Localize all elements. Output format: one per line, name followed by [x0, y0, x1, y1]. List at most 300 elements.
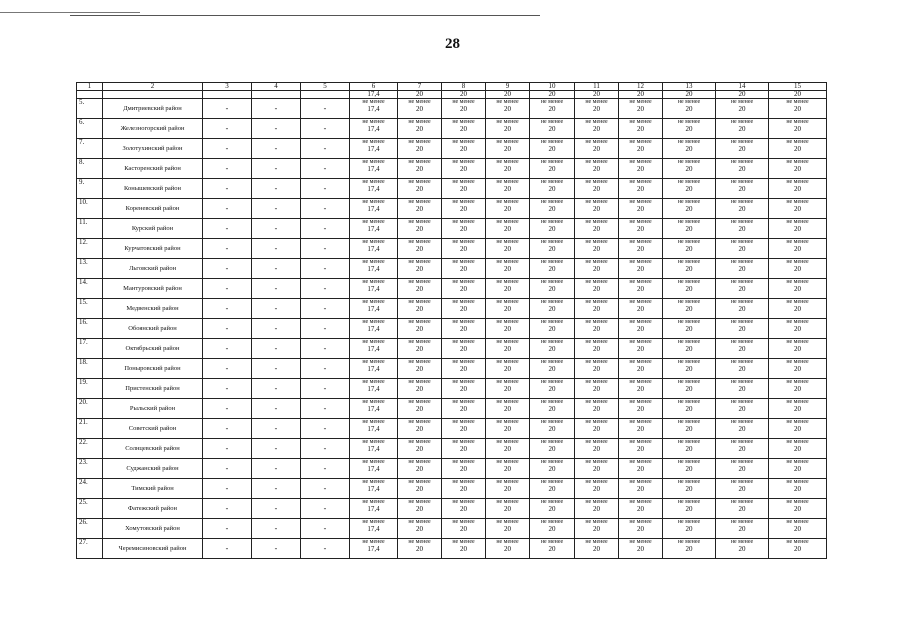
- minimum-value-cell: [350, 259, 398, 279]
- cell-value: 20: [416, 405, 423, 413]
- minimum-value-cell: [716, 319, 769, 339]
- cell-value: 20: [593, 425, 600, 433]
- minimum-value-cell: [769, 99, 827, 119]
- district-name: Октябрьский район: [103, 339, 203, 359]
- cell-value: 20: [738, 325, 746, 333]
- district-name: Советский район: [103, 419, 203, 439]
- dash-cell: -: [203, 419, 252, 439]
- cell-value: 20: [504, 325, 511, 333]
- column-number: 2: [103, 83, 203, 91]
- cell-label: не менее: [786, 319, 809, 325]
- minimum-value-cell: [350, 119, 398, 139]
- cell-label: не менее: [677, 199, 701, 205]
- cell-label: не менее: [452, 479, 475, 485]
- value-cell: [103, 91, 203, 99]
- cell-label: не менее: [540, 419, 564, 425]
- cell-label: не менее: [362, 279, 385, 285]
- minimum-value-cell: [442, 339, 486, 359]
- minimum-value-cell: [442, 239, 486, 259]
- cell-value: 20: [637, 105, 644, 113]
- cell-label: не менее: [677, 239, 701, 245]
- cell-value: 20: [637, 125, 644, 133]
- cell-value: 20: [637, 225, 644, 233]
- cell-value: 17,4: [367, 465, 380, 473]
- minimum-value-cell: [716, 279, 769, 299]
- minimum-value-cell: [398, 459, 442, 479]
- minimum-value-cell: [716, 539, 769, 559]
- row-number: 15.: [77, 299, 103, 319]
- minimum-value-cell: [663, 219, 716, 239]
- value-cell: [203, 91, 252, 99]
- cell-label: не менее: [362, 499, 385, 505]
- cell-label: не менее: [585, 99, 608, 105]
- column-number: 7: [398, 83, 442, 91]
- minimum-value-cell: [575, 219, 619, 239]
- minimum-value-cell: [442, 219, 486, 239]
- cell-value: 20: [416, 265, 423, 273]
- minimum-value-cell: [398, 299, 442, 319]
- cell-value: 20: [637, 525, 644, 533]
- row-number: 16.: [77, 319, 103, 339]
- cell-value: 20: [685, 325, 693, 333]
- minimum-value-cell: [575, 199, 619, 219]
- cell-value: 20: [794, 485, 801, 493]
- value-cell: [252, 91, 301, 99]
- cell-label: не менее: [677, 399, 701, 405]
- minimum-value-cell: [575, 139, 619, 159]
- column-number: 4: [252, 83, 301, 91]
- cell-value: 20: [637, 405, 644, 413]
- cell-label: не менее: [540, 99, 564, 105]
- cell-label: не менее: [408, 119, 431, 125]
- minimum-value-cell: [350, 499, 398, 519]
- cell-value: 20: [460, 105, 467, 113]
- cell-label: не менее: [496, 459, 519, 465]
- cell-label: не менее: [677, 139, 701, 145]
- district-name: Тимский район: [103, 479, 203, 499]
- row-number: 17.: [77, 339, 103, 359]
- row-number: 18.: [77, 359, 103, 379]
- cell-value: 20: [460, 165, 467, 173]
- column-number: 10: [530, 83, 575, 91]
- table-row: [77, 539, 827, 559]
- cell-label: не менее: [452, 539, 475, 545]
- cell-label: не менее: [585, 279, 608, 285]
- dash-cell: -: [203, 299, 252, 319]
- minimum-value-cell: [350, 239, 398, 259]
- minimum-value-cell: [663, 159, 716, 179]
- minimum-value-cell: [769, 179, 827, 199]
- cell-value: 20: [504, 405, 511, 413]
- minimum-value-cell: [442, 419, 486, 439]
- cell-label: не менее: [408, 219, 431, 225]
- minimum-value-cell: [663, 459, 716, 479]
- cell-value: 20: [738, 405, 746, 413]
- minimum-value-cell: [398, 199, 442, 219]
- cell-value: 20: [637, 205, 644, 213]
- cell-value: 20: [548, 485, 556, 493]
- cell-label: не менее: [362, 439, 385, 445]
- dash-cell: -: [252, 519, 301, 539]
- cell-value: 20: [738, 185, 746, 193]
- cell-label: не менее: [730, 479, 754, 485]
- cell-label: не менее: [362, 139, 385, 145]
- cell-value: 20: [504, 105, 511, 113]
- district-name: Обоянский район: [103, 319, 203, 339]
- cell-value: 20: [593, 285, 600, 293]
- minimum-value-cell: [575, 419, 619, 439]
- minimum-value-cell: [663, 539, 716, 559]
- column-number: 1: [77, 83, 103, 91]
- cell-label: не менее: [730, 239, 754, 245]
- minimum-value-cell: [716, 339, 769, 359]
- cell-label: не менее: [585, 379, 608, 385]
- minimum-value-cell: [575, 479, 619, 499]
- dash-cell: -: [252, 359, 301, 379]
- district-name: Конышевский район: [103, 179, 203, 199]
- row-number: 26.: [77, 519, 103, 539]
- cell-value: 20: [593, 545, 600, 553]
- minimum-value-cell: [575, 179, 619, 199]
- cell-value: 20: [738, 545, 746, 553]
- cell-value: 20: [593, 265, 600, 273]
- minimum-value-cell: [398, 479, 442, 499]
- column-number: 13: [663, 83, 716, 91]
- cell-label: не менее: [585, 199, 608, 205]
- minimum-value-cell: [663, 399, 716, 419]
- minimum-value-cell: [398, 339, 442, 359]
- cell-value: 20: [685, 525, 693, 533]
- cell-value: 20: [548, 145, 556, 153]
- minimum-value-cell: [663, 179, 716, 199]
- cell-value: 20: [548, 545, 556, 553]
- cell-label: не менее: [677, 259, 701, 265]
- cell-value: 20: [548, 205, 556, 213]
- cell-label: не менее: [362, 239, 385, 245]
- minimum-value-cell: [350, 539, 398, 559]
- minimum-value-cell: [530, 299, 575, 319]
- cell-label: не менее: [585, 179, 608, 185]
- dash-cell: -: [301, 539, 350, 559]
- minimum-value-cell: [350, 299, 398, 319]
- minimum-value-cell: [619, 279, 663, 299]
- cell-label: не менее: [629, 199, 652, 205]
- cell-label: не менее: [730, 379, 754, 385]
- cell-value: 20: [548, 445, 556, 453]
- minimum-value-cell: [716, 399, 769, 419]
- cell-value: 17,4: [367, 365, 380, 373]
- value-cell: [301, 91, 350, 99]
- district-name: Касторенский район: [103, 159, 203, 179]
- cell-value: 20: [593, 185, 600, 193]
- cell-value: 20: [794, 165, 801, 173]
- district-table: [76, 82, 827, 559]
- cell-value: 20: [416, 445, 423, 453]
- cell-label: не менее: [585, 499, 608, 505]
- cell-label: не менее: [452, 139, 475, 145]
- dash-cell: -: [203, 239, 252, 259]
- cell-value: 20: [504, 305, 511, 313]
- cell-value: 20: [416, 545, 423, 553]
- cell-label: не менее: [408, 159, 431, 165]
- value-cell: 20: [716, 91, 769, 99]
- table-row: [77, 99, 827, 119]
- cell-label: не менее: [496, 519, 519, 525]
- cell-label: не менее: [629, 299, 652, 305]
- cell-value: 20: [416, 205, 423, 213]
- cell-value: 20: [504, 165, 511, 173]
- cell-label: не менее: [629, 259, 652, 265]
- cell-label: не менее: [540, 179, 564, 185]
- cell-label: не менее: [408, 279, 431, 285]
- cell-label: не менее: [540, 359, 564, 365]
- minimum-value-cell: [716, 259, 769, 279]
- cell-value: 20: [593, 405, 600, 413]
- column-number: 14: [716, 83, 769, 91]
- row-number: 12.: [77, 239, 103, 259]
- minimum-value-cell: [769, 139, 827, 159]
- minimum-value-cell: [350, 139, 398, 159]
- cell-label: не менее: [730, 99, 754, 105]
- dash-cell: -: [203, 159, 252, 179]
- cell-value: 20: [685, 265, 693, 273]
- minimum-value-cell: [716, 219, 769, 239]
- minimum-value-cell: [486, 299, 530, 319]
- district-name: Льговский район: [103, 259, 203, 279]
- table-row: [77, 179, 827, 199]
- cell-label: не менее: [677, 479, 701, 485]
- cell-value: 20: [593, 145, 600, 153]
- dash-cell: -: [252, 479, 301, 499]
- dash-cell: -: [252, 419, 301, 439]
- cell-value: 20: [460, 405, 467, 413]
- minimum-value-cell: [716, 359, 769, 379]
- minimum-value-cell: [619, 399, 663, 419]
- cell-label: не менее: [730, 219, 754, 225]
- cell-label: не менее: [452, 239, 475, 245]
- minimum-value-cell: [769, 279, 827, 299]
- minimum-value-cell: [398, 239, 442, 259]
- cell-value: 17,4: [367, 305, 380, 313]
- minimum-value-cell: [486, 379, 530, 399]
- cell-value: 20: [593, 205, 600, 213]
- cell-label: не менее: [496, 99, 519, 105]
- minimum-value-cell: [442, 399, 486, 419]
- cell-value: 20: [416, 225, 423, 233]
- cell-value: 20: [637, 465, 644, 473]
- cell-value: 20: [593, 105, 600, 113]
- cell-label: не менее: [585, 139, 608, 145]
- cell-value: 20: [460, 285, 467, 293]
- minimum-value-cell: [530, 539, 575, 559]
- cell-value: 20: [794, 445, 801, 453]
- cell-value: 20: [637, 245, 644, 253]
- cell-label: не менее: [786, 339, 809, 345]
- cell-label: не менее: [540, 339, 564, 345]
- cell-value: 20: [685, 105, 693, 113]
- cell-value: 20: [416, 365, 423, 373]
- cell-value: 17,4: [367, 265, 380, 273]
- cell-value: 20: [637, 425, 644, 433]
- minimum-value-cell: [716, 139, 769, 159]
- district-name: Золотухинский район: [103, 139, 203, 159]
- value-cell: 20: [575, 91, 619, 99]
- minimum-value-cell: [716, 419, 769, 439]
- minimum-value-cell: [530, 499, 575, 519]
- row-number: 5.: [77, 99, 103, 119]
- cell-value: 20: [794, 345, 801, 353]
- cell-label: не менее: [540, 519, 564, 525]
- dash-cell: -: [301, 439, 350, 459]
- dash-cell: -: [203, 139, 252, 159]
- cell-label: не менее: [730, 419, 754, 425]
- minimum-value-cell: [769, 519, 827, 539]
- cell-label: не менее: [452, 399, 475, 405]
- minimum-value-cell: [575, 359, 619, 379]
- cell-label: не менее: [496, 359, 519, 365]
- dash-cell: -: [301, 199, 350, 219]
- cell-value: 20: [794, 465, 801, 473]
- dash-cell: -: [252, 239, 301, 259]
- cell-label: не менее: [786, 479, 809, 485]
- cell-value: 20: [416, 185, 423, 193]
- cell-label: не менее: [362, 299, 385, 305]
- column-number: 5: [301, 83, 350, 91]
- column-number: 8: [442, 83, 486, 91]
- minimum-value-cell: [769, 459, 827, 479]
- cell-value: 20: [738, 245, 746, 253]
- cell-value: 20: [548, 505, 556, 513]
- table-row: [77, 339, 827, 359]
- cell-label: не менее: [496, 399, 519, 405]
- cell-value: 20: [794, 225, 801, 233]
- cell-label: не менее: [629, 319, 652, 325]
- cell-value: 20: [548, 105, 556, 113]
- value-cell: 20: [486, 91, 530, 99]
- minimum-value-cell: [350, 419, 398, 439]
- cell-value: 20: [548, 345, 556, 353]
- minimum-value-cell: [619, 519, 663, 539]
- dash-cell: -: [252, 279, 301, 299]
- cell-value: 20: [504, 465, 511, 473]
- cell-value: 20: [504, 205, 511, 213]
- minimum-value-cell: [619, 179, 663, 199]
- cell-value: 20: [460, 365, 467, 373]
- dash-cell: -: [203, 119, 252, 139]
- cell-value: 20: [738, 285, 746, 293]
- cell-label: не менее: [362, 519, 385, 525]
- minimum-value-cell: [350, 399, 398, 419]
- dash-cell: -: [203, 399, 252, 419]
- cell-label: не менее: [585, 439, 608, 445]
- minimum-value-cell: [486, 199, 530, 219]
- cell-label: не менее: [585, 239, 608, 245]
- cell-label: не менее: [540, 479, 564, 485]
- cell-label: не менее: [730, 159, 754, 165]
- cell-label: не менее: [629, 179, 652, 185]
- cell-label: не менее: [362, 259, 385, 265]
- cell-label: не менее: [786, 439, 809, 445]
- minimum-value-cell: [575, 259, 619, 279]
- minimum-value-cell: [575, 299, 619, 319]
- minimum-value-cell: [769, 119, 827, 139]
- cell-value: 20: [794, 425, 801, 433]
- minimum-value-cell: [530, 399, 575, 419]
- cell-value: 20: [548, 225, 556, 233]
- minimum-value-cell: [619, 499, 663, 519]
- cell-value: 20: [460, 325, 467, 333]
- row-number: 19.: [77, 379, 103, 399]
- cell-label: не менее: [730, 399, 754, 405]
- minimum-value-cell: [442, 379, 486, 399]
- minimum-value-cell: [575, 439, 619, 459]
- cell-label: не менее: [408, 299, 431, 305]
- district-name: Поныровский район: [103, 359, 203, 379]
- cell-label: не менее: [730, 279, 754, 285]
- minimum-value-cell: [575, 239, 619, 259]
- cell-value: 20: [593, 465, 600, 473]
- cell-value: 20: [738, 425, 746, 433]
- cell-label: не менее: [496, 119, 519, 125]
- cell-value: 20: [416, 125, 423, 133]
- cell-label: не менее: [629, 359, 652, 365]
- cell-value: 20: [685, 185, 693, 193]
- minimum-value-cell: [575, 339, 619, 359]
- cell-value: 20: [504, 225, 511, 233]
- cell-label: не менее: [362, 379, 385, 385]
- cell-value: 20: [685, 225, 693, 233]
- dash-cell: -: [252, 319, 301, 339]
- cell-label: не менее: [629, 219, 652, 225]
- row-number: 9.: [77, 179, 103, 199]
- dash-cell: -: [301, 319, 350, 339]
- dash-cell: -: [203, 339, 252, 359]
- cell-label: не менее: [496, 179, 519, 185]
- cell-value: 20: [794, 145, 801, 153]
- table-row: [77, 299, 827, 319]
- cell-value: 20: [460, 445, 467, 453]
- district-name: Суджанский район: [103, 459, 203, 479]
- minimum-value-cell: [619, 419, 663, 439]
- cell-value: 20: [593, 165, 600, 173]
- column-number-row: [77, 83, 827, 91]
- cell-value: 20: [637, 365, 644, 373]
- cell-value: 20: [416, 325, 423, 333]
- cell-value: 17,4: [367, 225, 380, 233]
- cell-label: не менее: [629, 99, 652, 105]
- dash-cell: -: [252, 259, 301, 279]
- cell-value: 20: [416, 345, 423, 353]
- district-name: Железногорский район: [103, 119, 203, 139]
- table-row: [77, 219, 827, 239]
- dash-cell: -: [301, 339, 350, 359]
- cell-value: 20: [794, 385, 801, 393]
- minimum-value-cell: [442, 199, 486, 219]
- dash-cell: -: [203, 439, 252, 459]
- minimum-value-cell: [442, 439, 486, 459]
- minimum-value-cell: [663, 519, 716, 539]
- minimum-value-cell: [530, 459, 575, 479]
- cell-value: 20: [637, 445, 644, 453]
- cell-label: не менее: [496, 259, 519, 265]
- minimum-value-cell: [530, 159, 575, 179]
- cell-value: 20: [794, 185, 801, 193]
- dash-cell: -: [252, 539, 301, 559]
- cell-value: 20: [637, 485, 644, 493]
- minimum-value-cell: [530, 259, 575, 279]
- cell-label: не менее: [540, 119, 564, 125]
- minimum-value-cell: [486, 419, 530, 439]
